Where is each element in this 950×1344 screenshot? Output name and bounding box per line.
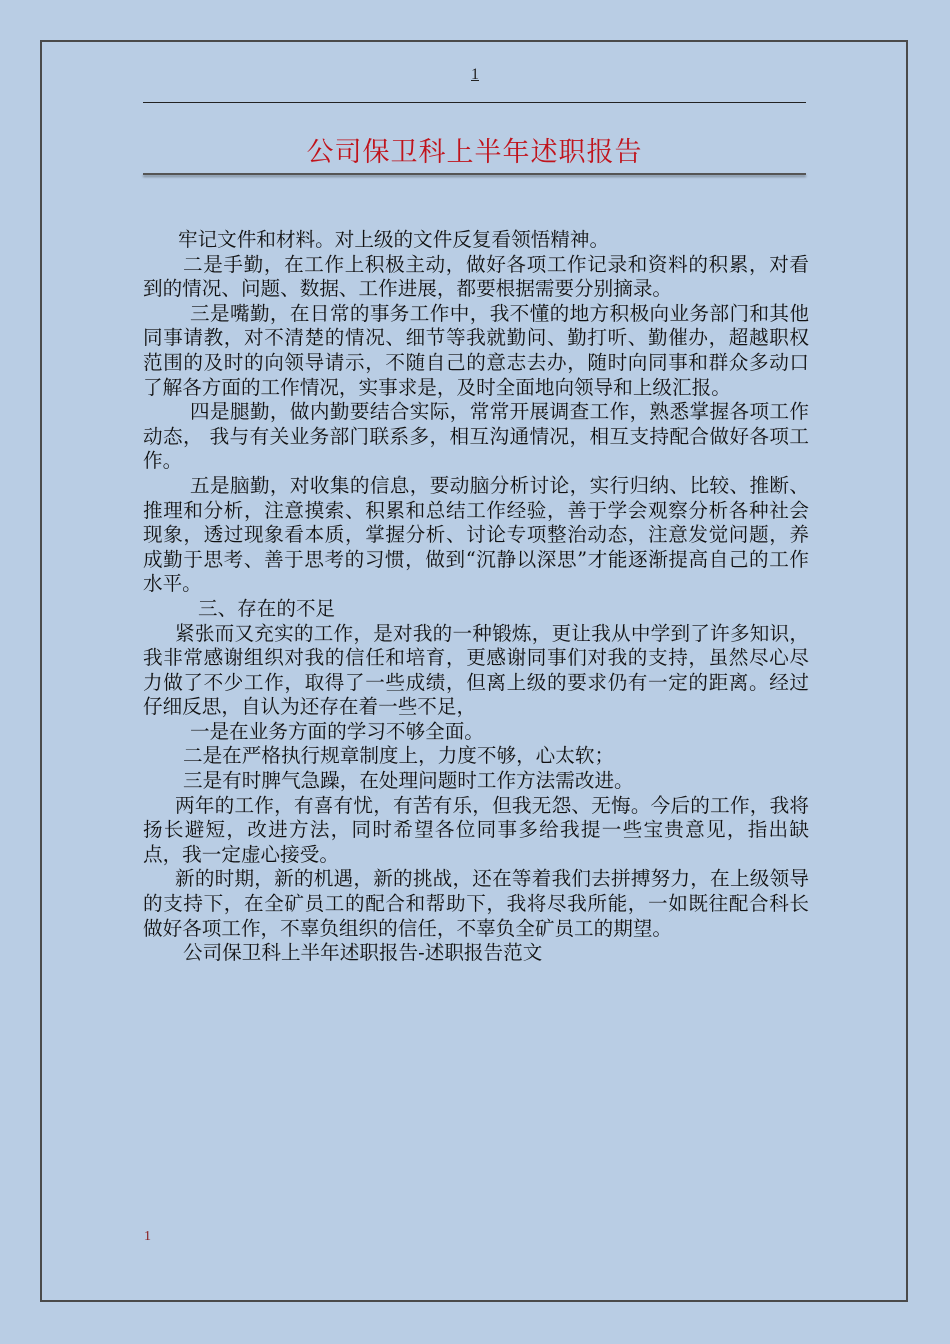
paragraph: 两年的工作，有喜有忧，有苦有乐，但我无怨、无悔。今后的工作，我将扬长避短，改进方法，同时希望各位同事多给我提一些宝贵意见，指出缺点，我一定虚心接受。 — [143, 793, 809, 866]
section-heading: 三、存在的不足 — [198, 596, 336, 620]
list-item: 一是在业务方面的学习不够全面。 — [190, 719, 484, 743]
paragraph: 紧张而又充实的工作，是对我的一种锻炼，更让我从中学到了许多知识，我非常感谢组织对我的信任和培育，更感谢同事们对我的支持，虽然尽心尽力做了不少工作，取得了一些成绩，但离上级的要求仍有一定的距离。经过仔细反思，自认为还存在着一些不足， — [143, 621, 809, 719]
header-rule — [143, 102, 806, 103]
footer-page-number: 1 — [144, 1229, 151, 1244]
header-page-number: 1 — [471, 66, 479, 83]
paragraph: 五是脑勤，对收集的信息，要动脑分析讨论，实行归纳、比较、推断、推理和分析，注意摸索、积累和总结工作经验，善于学会观察分析各种社会现象，透过现象看本质，掌握分析、讨论专项整治动态，注意发觉问题，养成勤于思考、善于思考的习惯，做到“沉静以深思”才能逐渐提高自己的工作水平。 — [143, 473, 809, 596]
title-underline — [143, 173, 806, 175]
document-title: 公司保卫科上半年述职报告 — [306, 137, 643, 168]
paragraph: 二是手勤，在工作上积极主动，做好各项工作记录和资料的积累，对看到的情况、问题、数据、工作进展，都要根据需要分别摘录。 — [143, 252, 809, 301]
list-item: 三是有时脾气急躁，在处理问题时工作方法需改进。 — [183, 769, 634, 793]
paragraph: 三是嘴勤，在日常的事务工作中，我不懂的地方积极向业务部门和其他同事请教，对不清楚的情况、细节等我就勤问、勤打听、勤催办，超越职权范围的及时的向领导请示，不随自己的意志去办，随时向同事和群众多动口了解各方面的工作情况，实事求是，及时全面地向领导和上级汇报。 — [143, 301, 809, 399]
list-item: 二是在严格执行规章制度上，力度不够，心太软； — [183, 744, 615, 768]
paragraph: 新的时期，新的机遇，新的挑战，还在等着我们去拼搏努力，在上级领导的支持下，在全矿员工的配合和帮助下，我将尽我所能，一如既往配合科长做好各项工作，不辜负组织的信任，不辜负全矿员工的期望。 — [143, 867, 809, 940]
paragraph: 牢记文件和材料。对上级的文件反复看领悟精神。 — [178, 228, 610, 251]
paragraph: 四是腿勤，做内勤要结合实际，常常开展调查工作，熟悉掌握各项工作动态， 我与有关业务部门联系多，相互沟通情况，相互支持配合做好各项工作。 — [143, 400, 809, 473]
document-body — [143, 228, 809, 966]
closing-line: 公司保卫科上半年述职报告-述职报告范文 — [183, 941, 543, 965]
